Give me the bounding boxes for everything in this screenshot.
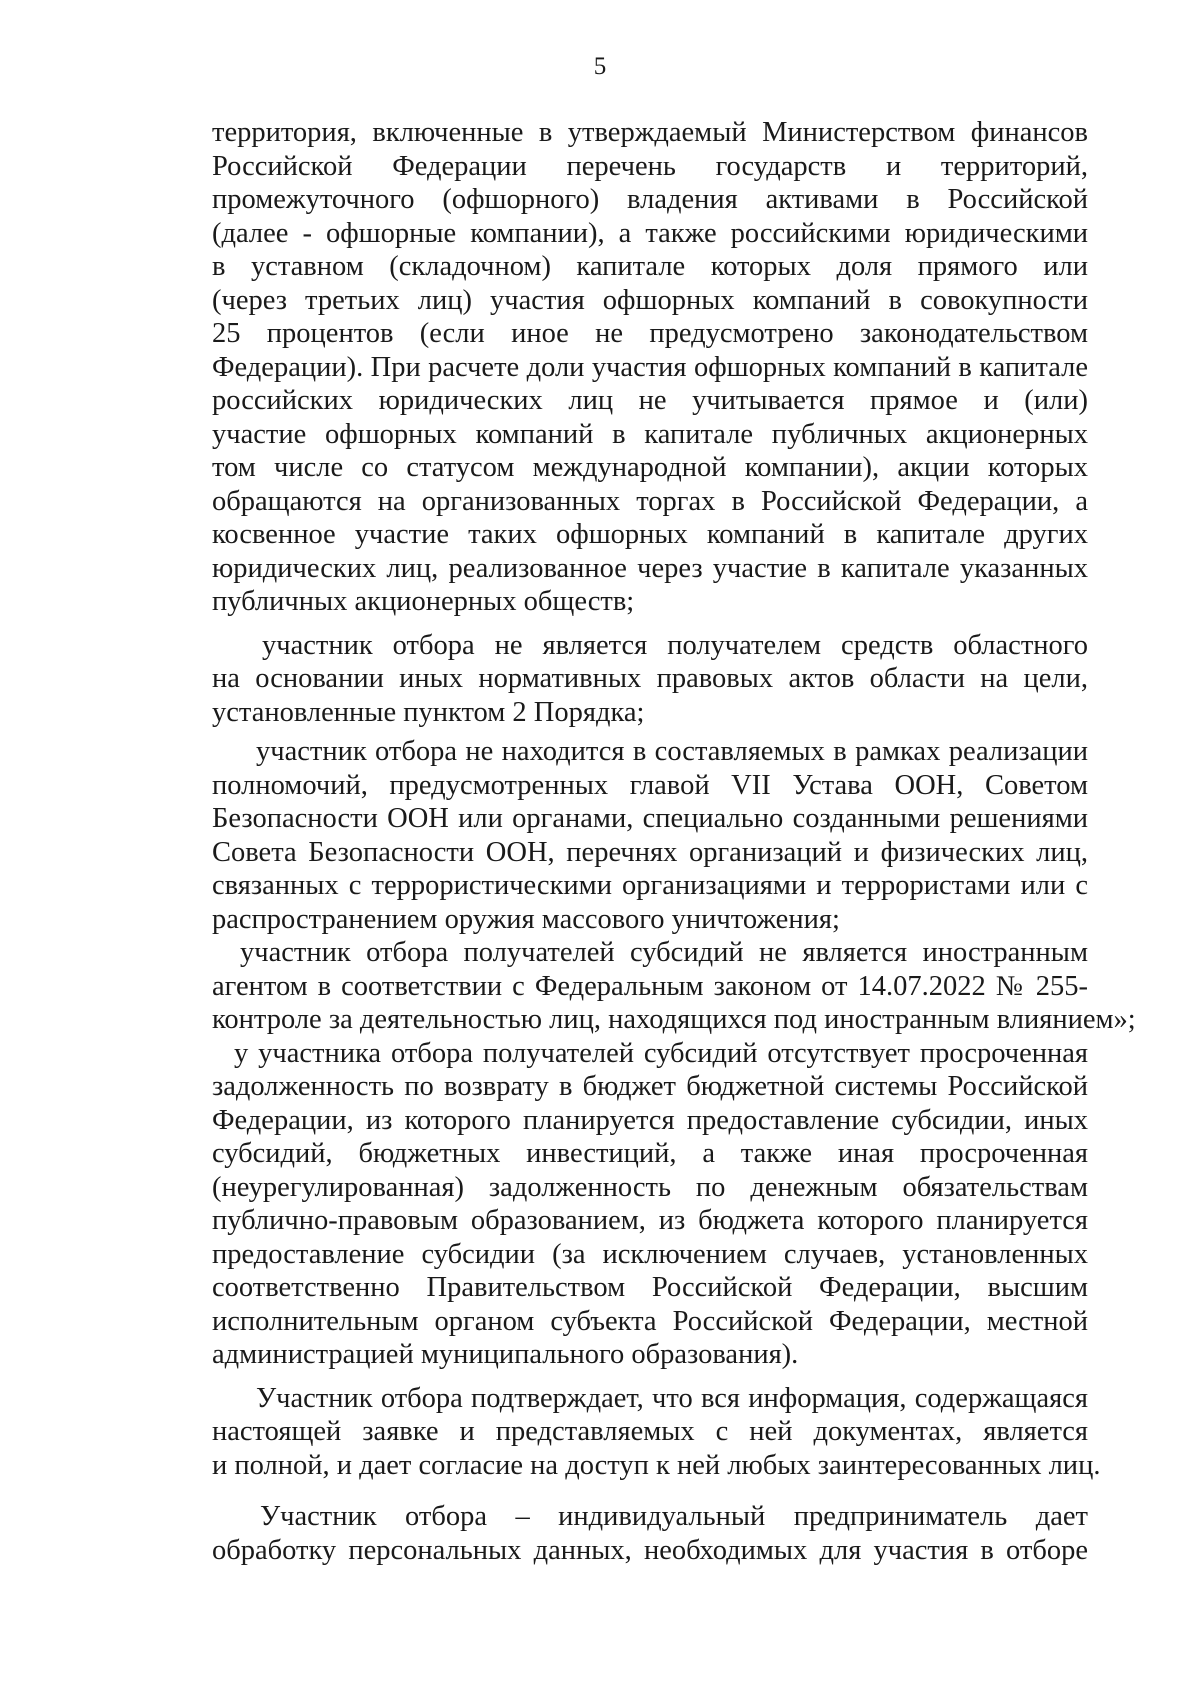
paragraph-not-in-un-lists <box>212 735 1088 936</box>
paragraph-offshore-companies <box>212 116 1088 619</box>
text-line: установленные пунктом 2 Порядка; <box>212 696 645 728</box>
text-line: Участник отбора – индивидуальный предприниматель дает <box>260 1501 1088 1532</box>
text-line: Федерации). При расчете доли участия офшорных компаний в капитале <box>212 351 1088 383</box>
text-line: у участника отбора получателей субсидий отсутствует просроченная <box>234 1037 1088 1069</box>
text-line: задолженность по возврату в бюджет бюджетной системы Российской <box>212 1071 1088 1102</box>
text-line: (неурегулированная) задолженность по денежным обязательствам <box>212 1171 1088 1203</box>
paragraph-not-budget-recipient <box>212 629 1088 730</box>
text-line: в уставном (складочном) капитале которых доля прямого или <box>212 251 1088 282</box>
text-line: полномочий, предусмотренных главой VII Устава ООН, Советом <box>212 769 1088 801</box>
text-line: (далее - офшорные компании), а также российскими юридическими <box>212 217 1088 249</box>
text-line: 25 процентов (если иное не предусмотрено законодательством <box>212 318 1088 349</box>
document-body <box>212 116 1136 1567</box>
paragraph-personal-data-consent <box>212 1500 1088 1567</box>
text-line: предоставление субсидии (за исключением случаев, установленных <box>212 1238 1088 1270</box>
text-line: публичных акционерных обществ; <box>212 586 635 617</box>
text-line: агентом в соответствии с Федеральным законом от 14.07.2022 № 255- <box>212 970 1088 1002</box>
text-line: публично-правовым образованием, из бюджета которого планируется <box>212 1205 1088 1236</box>
text-line: территория, включенные в утверждаемый Министерством финансов <box>212 117 1088 148</box>
text-line: обработку персональных данных, необходимых для участия в отборе <box>212 1534 1088 1566</box>
text-line: исполнительным органом субъекта Российской Федерации, местной <box>212 1305 1088 1337</box>
text-line: связанных с террористическими организациями и террористами или с <box>212 870 1088 901</box>
text-line: настоящей заявке и представляемых с ней документах, является <box>212 1416 1088 1447</box>
paragraph-no-overdue-debt <box>212 1037 1088 1372</box>
paragraph-not-foreign-agent <box>212 936 1136 1037</box>
text-line: распространением оружия массового уничтожения; <box>212 903 840 935</box>
text-line: (через третьих лиц) участия офшорных компаний в совокупности <box>212 284 1088 316</box>
text-line: косвенное участие таких офшорных компаний в капитале других <box>212 519 1088 550</box>
text-line: и полной, и дает согласие на доступ к ней любых заинтересованных лиц. <box>212 1449 1101 1481</box>
text-line: администрацией муниципального образования). <box>212 1339 799 1370</box>
text-line: Российской Федерации перечень государств и территорий, <box>212 150 1088 182</box>
text-line: промежуточного (офшорного) владения активами в Российской <box>212 184 1088 215</box>
page-number: 5 <box>593 53 607 80</box>
text-line: Федерации, из которого планируется предоставление субсидии, иных <box>212 1104 1088 1136</box>
text-line: юридических лиц, реализованное через участие в капитале указанных <box>212 552 1088 584</box>
text-line: на основании иных нормативных правовых актов области на цели, <box>212 663 1088 694</box>
text-line: контроле за деятельностью лиц, находящихся под иностранным влиянием»; <box>212 1004 1136 1035</box>
text-line: Участник отбора подтверждает, что вся информация, содержащаяся <box>256 1382 1088 1414</box>
text-line: участник отбора не находится в составляемых в рамках реализации <box>256 736 1088 767</box>
text-line: субсидий, бюджетных инвестиций, а также иная просроченная <box>212 1138 1088 1169</box>
text-line: участие офшорных компаний в капитале публичных акционерных <box>212 418 1088 450</box>
text-line: Безопасности ООН или органами, специально созданными решениями <box>212 803 1088 834</box>
text-line: обращаются на организованных торгах в Российской Федерации, а <box>212 485 1088 517</box>
text-line: Совета Безопасности ООН, перечнях организаций и физических лиц, <box>212 836 1088 868</box>
text-line: участник отбора получателей субсидий не является иностранным <box>240 937 1088 968</box>
text-line: участник отбора не является получателем средств областного <box>262 629 1088 661</box>
text-line: соответственно Правительством Российской Федерации, высшим <box>212 1272 1088 1303</box>
text-line: российских юридических лиц не учитывается прямое и (или) <box>212 385 1088 416</box>
text-line: том числе со статусом международной компании), акции которых <box>212 452 1088 483</box>
paragraph-confirmation <box>212 1382 1101 1483</box>
